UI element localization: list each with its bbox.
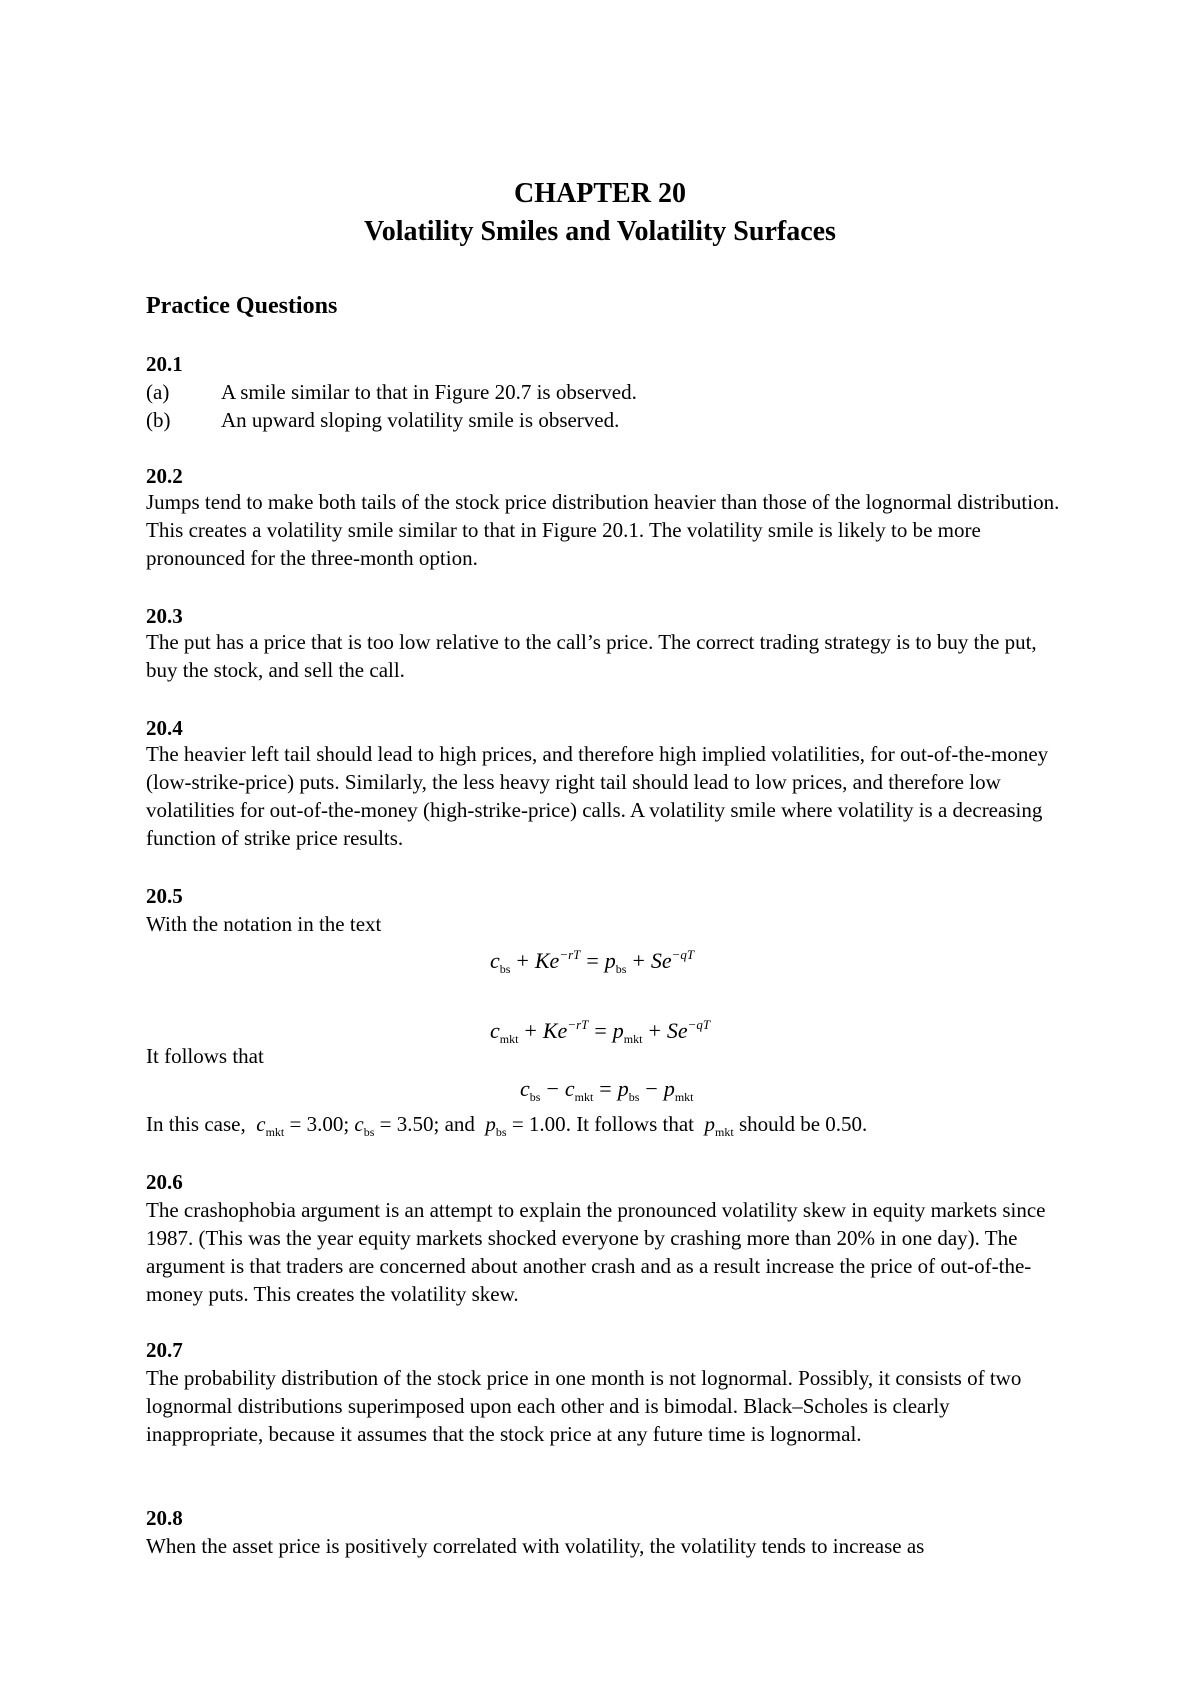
sub-mkt: mkt (715, 1125, 734, 1139)
answer-20-2: Jumps tend to make both tails of the stock price distribution heavier than those of the lognormal distribution. This creates a volatility smile similar to that in Figure 20.1. The volatility smile is likely to be more pronounced for the three-month option. (146, 490, 1060, 570)
sub-mkt: mkt (623, 1032, 643, 1046)
answer-20-5-conclusion: In this case, $c_{mkt} = 3.00$; $c_{bs} = 3.50$; and $p_{bs} = 1.00$. It follows that $p_{mkt}$ should be 0.50. (146, 1112, 868, 1139)
and-text: ; and (433, 1112, 475, 1136)
exp-rt: −rT (567, 1017, 589, 1032)
conclusion-end: . It follows that (565, 1112, 695, 1136)
c-bs-symbol: $c_{bs}$ (354, 1112, 375, 1139)
sub-bs: bs (499, 962, 511, 976)
c-mkt-symbol: $c_{mkt}$ (250, 1112, 285, 1139)
question-number-20-5: 20.5 (146, 884, 183, 908)
sub-mkt: mkt (499, 1032, 519, 1046)
question-number-20-2: 20.2 (146, 464, 183, 488)
conclusion-start: In this case, (146, 1112, 246, 1136)
answer-20-4: The heavier left tail should lead to high prices, and therefore high implied volatilities, for out-of-the-money (low-strike-price) puts. Similarly, the less heavy right tail should lead to low prices, and therefore low volatilities for out-of-the-money (high-strike-price) calls. A volatility smile where volatility is a decreasing function of strike price results. (146, 742, 1049, 850)
question-number-20-6: 20.6 (146, 1170, 183, 1194)
question-number-20-7: 20.7 (146, 1338, 183, 1362)
exp-qt: −qT (687, 1017, 711, 1032)
sub-bs: bs (628, 1090, 640, 1104)
sub-bs: bs (495, 1125, 507, 1139)
conclusion-tail: should be 0.50. (738, 1112, 868, 1136)
chapter-number: CHAPTER 20 (514, 178, 686, 209)
answer-20-5-follows: It follows that (146, 1044, 264, 1068)
question-number-20-4: 20.4 (146, 716, 183, 740)
answer-20-6: The crashophobia argument is an attempt to explain the pronounced volatility skew in equity markets since 1987. (This was the year equity markets shocked everyone by crashing more than 20% in one day). The argument is that traders are concerned about another crash and as a result increase the price of out-of-the-money puts. This creates the volatility skew. (146, 1198, 1046, 1306)
equation-put-call-parity-bs: $c_{bs} + Ke^{-rT} = p_{bs} + Se^{-qT}$ (490, 947, 695, 976)
question-number-20-8: 20.8 (146, 1506, 183, 1530)
exp-qt: −qT (671, 947, 695, 962)
chapter-title: Volatility Smiles and Volatility Surfaces (364, 216, 836, 247)
answer-20-7: The probability distribution of the stock price in one month is not lognormal. Possibly, it consists of two lognormal distributions superimposed upon each other and is bimodal. Black–Scholes is clearly inappropriate, because it assumes that the stock price at any future time is lognormal. (146, 1366, 1022, 1446)
exp-rt: −rT (559, 947, 581, 962)
sub-bs: bs (615, 962, 627, 976)
question-number-20-1: 20.1 (146, 352, 183, 376)
sub-bs: bs (363, 1125, 375, 1139)
answer-20-8: When the asset price is positively correlated with volatility, the volatility tends to increase as (146, 1534, 925, 1558)
p-bs-value: = 1.00 (511, 1112, 566, 1136)
sub-mkt: mkt (674, 1090, 694, 1104)
p-mkt-symbol: $p_{mkt}$ (699, 1112, 734, 1139)
equation-put-call-parity-mkt: $c_{mkt} + Ke^{-rT} = p_{mkt} + Se^{-qT}$ (490, 1017, 711, 1046)
p-bs-symbol: $p_{bs}$ (480, 1112, 507, 1139)
c-mkt-value: = 3.00 (289, 1112, 344, 1136)
question-number-20-3: 20.3 (146, 604, 183, 628)
sub-mkt: mkt (574, 1090, 594, 1104)
sub-bs: bs (529, 1090, 541, 1104)
c-bs-value: = 3.50 (379, 1112, 434, 1136)
item-label-b: (b) (146, 408, 171, 432)
equation-difference: $c_{bs} - c_{mkt} = p_{bs} - p_{mkt}$ (520, 1076, 694, 1104)
item-text-a: A smile similar to that in Figure 20.7 is observed. (221, 380, 637, 404)
sub-mkt: mkt (265, 1125, 285, 1139)
item-label-a: (a) (146, 380, 170, 404)
answer-20-3: The put has a price that is too low relative to the call’s price. The correct trading strategy is to buy the put, buy the stock, and sell the call. (146, 630, 1037, 682)
section-heading: Practice Questions (146, 293, 338, 319)
item-text-b: An upward sloping volatility smile is observed. (221, 408, 620, 432)
answer-20-5-intro: With the notation in the text (146, 912, 382, 936)
